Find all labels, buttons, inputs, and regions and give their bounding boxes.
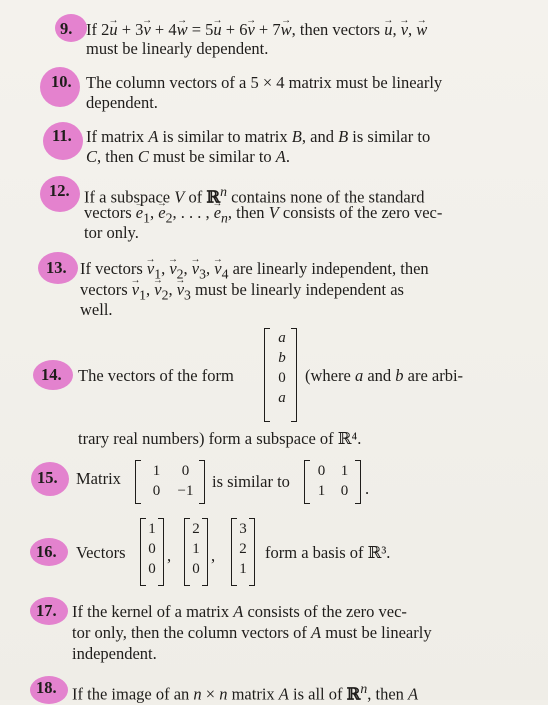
vector-16b [190, 519, 202, 579]
item-16-pre: Vectors [76, 543, 126, 562]
vector-16a [146, 519, 158, 579]
m15b-12: 1 [340, 463, 349, 479]
matrix-16b-right-bracket [202, 518, 208, 586]
v16b-1: 2 [192, 521, 200, 537]
matrix-16a-right-bracket [158, 518, 164, 586]
matrix-14 [272, 328, 292, 408]
matrix-14-entry-b: b [278, 350, 286, 366]
item-number-17: 17. [36, 601, 57, 620]
matrix-15a-right-bracket [199, 460, 205, 504]
matrix-15a-left-bracket [135, 460, 141, 504]
item-number-18: 18. [36, 678, 57, 697]
item-10-line-2: dependent. [86, 93, 158, 112]
matrix-15a [142, 461, 200, 501]
item-number-14: 14. [41, 365, 62, 384]
matrix-14-right-bracket [291, 328, 297, 422]
vector-16c [237, 519, 249, 579]
item-12-line-3: tor only. [84, 223, 139, 242]
item-16-comma-2: , [211, 546, 216, 565]
item-14-pre: The vectors of the form [78, 366, 234, 385]
matrix-15b [310, 461, 356, 501]
item-10-line-1: The column vectors of a 5 × 4 matrix must be linearly [86, 73, 443, 92]
matrix-15b-right-bracket [355, 460, 361, 504]
item-11-line-2: C, then C must be similar to A. [86, 147, 290, 166]
item-12-line-2: vectors → $e_1$, → $e_2$, . . . , → $e_n$, then V consists of the zero vec- [84, 202, 442, 228]
item-13-line-2: vectors → $v_1$, → $v_2$, → $v_3$ must be linearly independent as [80, 279, 404, 305]
m15a-12: 0 [181, 463, 190, 479]
m15b-22: 0 [340, 483, 349, 499]
item-number-16: 16. [36, 542, 57, 561]
item-9-line-1: If 2→ u + 3→ v + 4→ w = 5→ u + 6→ v + 7→ w, then vectors → u, → v, → w [86, 19, 427, 40]
m15b-11: 0 [317, 463, 326, 479]
v16b-2: 1 [192, 541, 200, 557]
m15b-21: 1 [317, 483, 326, 499]
item-number-9: 9. [60, 19, 73, 38]
v16a-2: 0 [148, 541, 156, 557]
item-number-11: 11. [52, 126, 72, 145]
item-13-line-1: If vectors → $v_1$, → $v_2$, → $v_3$, → $v_4$ are linearly independent, then [80, 258, 429, 284]
v16c-1: 3 [239, 521, 247, 537]
item-15-pre: Matrix [76, 469, 121, 488]
matrix-14-entry-a2: a [278, 390, 286, 406]
v16c-2: 2 [239, 541, 247, 557]
item-17-line-3: independent. [72, 644, 157, 663]
item-11-line-1: If matrix A is similar to matrix B, and B is similar to [86, 127, 431, 146]
item-17-line-2: tor only, then the column vectors of A must be linearly [72, 623, 432, 642]
item-17-line-1: If the kernel of a matrix A consists of the zero vec- [72, 602, 407, 621]
v16b-3: 0 [192, 561, 200, 577]
v16a-1: 1 [148, 521, 156, 537]
m15a-11: 1 [152, 463, 161, 479]
item-number-15: 15. [37, 468, 58, 487]
matrix-14-entry-a1: a [278, 330, 286, 346]
matrix-16c-right-bracket [249, 518, 255, 586]
item-15-period: . [365, 479, 370, 498]
m15a-22: −1 [177, 483, 194, 499]
item-15-mid: is similar to [212, 472, 290, 491]
item-13-line-3: well. [80, 300, 113, 319]
matrix-14-left-bracket [264, 328, 270, 422]
item-14-line-2: trary real numbers) form a subspace of ℝ⁴. [78, 429, 362, 448]
item-16-comma-1: , [167, 546, 172, 565]
item-number-12: 12. [49, 181, 70, 200]
item-9-line-2: must be linearly dependent. [86, 39, 269, 58]
m15a-21: 0 [152, 483, 161, 499]
item-number-10: 10. [51, 72, 72, 91]
item-12-line-1: If a subspace V of ℝ$^n$ contains none of the standard [84, 184, 425, 207]
item-14-post: (where a and b are arbi- [305, 366, 464, 385]
item-18-line-1: If the image of an n × n matrix A is all of ℝ$^n$, then A [72, 681, 419, 704]
v16a-3: 0 [148, 561, 156, 577]
item-16-post: form a basis of ℝ³. [265, 543, 391, 562]
matrix-14-entry-0: 0 [278, 370, 286, 386]
v16c-3: 1 [239, 561, 247, 577]
item-number-13: 13. [46, 258, 67, 277]
